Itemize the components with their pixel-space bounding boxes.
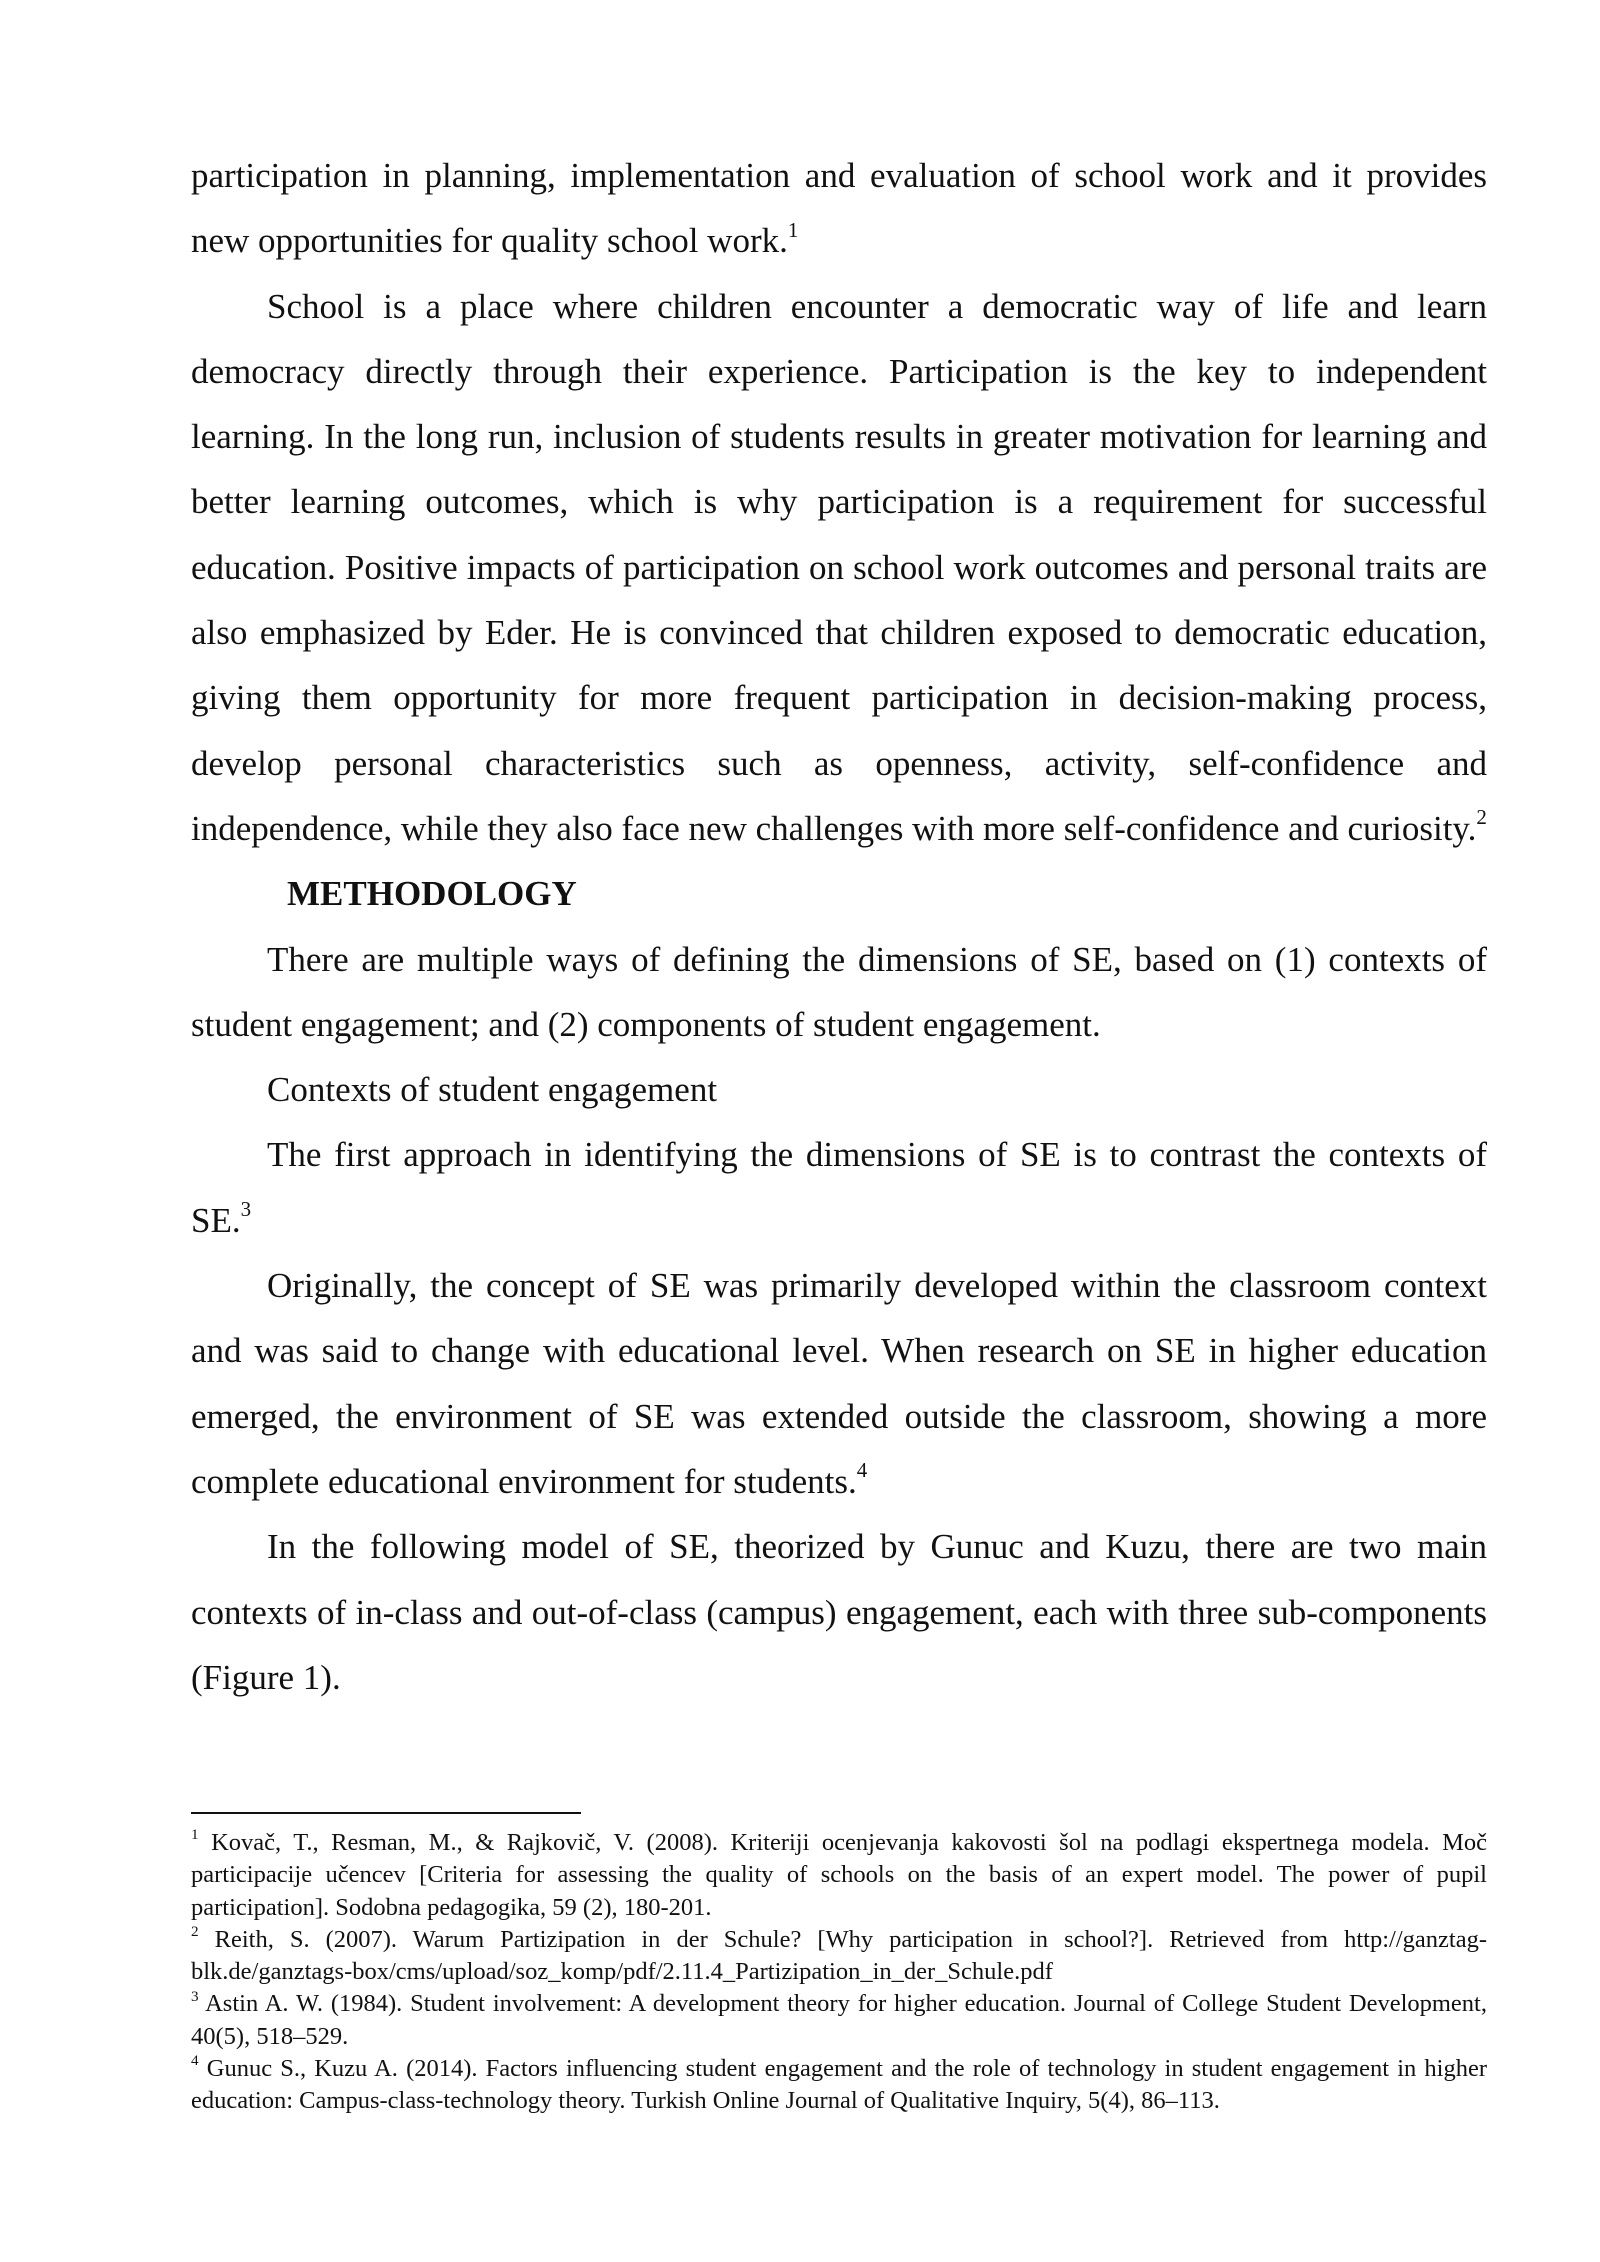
paragraph	[191, 274, 1487, 862]
paragraph-text: The first approach in identifying the dimensions of SE is to contrast the contexts of SE.	[191, 1135, 1487, 1240]
paragraph	[191, 143, 1487, 274]
paragraph	[191, 1253, 1487, 1514]
subsection-title-text: Contexts of student engagement	[267, 1070, 718, 1110]
footnote-number: 4	[191, 2052, 199, 2070]
paragraph-text: participation in planning, implementation and evaluation of school work and it provides new opportunities for quality school work.	[191, 156, 1487, 261]
paragraph	[191, 1514, 1487, 1710]
footnote-number: 3	[191, 1987, 199, 2005]
subsection-title	[191, 1057, 1487, 1122]
footnote-reference: 2	[1476, 805, 1487, 830]
footnote-number: 2	[191, 1923, 199, 1941]
paragraph-text: School is a place where children encounter a democratic way of life and learn democracy directly through their experience. Participation is the key to independent learning. In the long run, inclusion of students results in greater motivation for learning and better learning outcomes, which is why participation is a requirement for successful education. Positive impacts of participation on school work outcomes and personal traits are also emphasized by Eder. He is convinced that children exposed to democratic education, giving them opportunity for more frequent participation in decision-making process, develop personal characteristics such as openness, activity, self-confidence and independence, while they also face new challenges with more self-confidence and curiosity.	[191, 286, 1487, 848]
paragraph	[191, 927, 1487, 1058]
footnote	[191, 2053, 1487, 2118]
paragraph-text: In the following model of SE, theorized by Gunuc and Kuzu, there are two main contexts of in-class and out-of-class (campus) engagement, each with three sub-components (Figure 1).	[191, 1527, 1487, 1697]
body-text	[191, 143, 1487, 1710]
footnote	[191, 1827, 1487, 1924]
footnote	[191, 1924, 1487, 1989]
footnote-text: Kovač, T., Resman, M., & Rajkovič, V. (2008). Kriteriji ocenjevanja kakovosti šol na podlagi ekspertnega modela. Moč participacije učencev [Criteria for assessing the quality of schools on the basis of an expert model. The power of pupil participation]. Sodobna pedagogika, 59 (2), 180-201.	[191, 1829, 1487, 1921]
paragraph-text: There are multiple ways of defining the dimensions of SE, based on (1) contexts of student engagement; and (2) components of student engagement.	[191, 939, 1487, 1044]
footnotes	[191, 1827, 1487, 2118]
footnote-text: Reith, S. (2007). Warum Partizipation in der Schule? [Why participation in school?]. Retrieved from http://ganztag-blk.de/ganztags-box/cms/upload/soz_komp/pdf/2.11.4_Partizipation_in_der_Schule.pdf	[191, 1925, 1487, 1986]
paragraph-text: Originally, the concept of SE was primarily developed within the classroom context and was said to change with educational level. When research on SE in higher education emerged, the environment of SE was extended outside the classroom, showing a more complete educational environment for students.	[191, 1266, 1487, 1501]
footnote-reference: 1	[787, 217, 799, 242]
footnote-text: Gunuc S., Kuzu A. (2014). Factors influencing student engagement and the role of technology in student engagement in higher education: Campus-class-technology theory. Turkish Online Journal of Qualitative Inquiry, 5(4), 86–113.	[191, 2055, 1487, 2115]
paragraph	[191, 1122, 1487, 1253]
section-heading: METHODOLOGY	[287, 874, 577, 914]
footnote-number: 1	[191, 1826, 199, 1844]
footnote-reference: 3	[240, 1196, 252, 1221]
footnote-text: Astin A. W. (1984). Student involvement: A development theory for higher education. Journal of College Student Development, 40(5), 518–529.	[191, 1990, 1487, 2050]
footnote-separator	[191, 1812, 581, 1814]
footnote	[191, 1988, 1487, 2053]
footnote-reference: 4	[856, 1458, 868, 1483]
